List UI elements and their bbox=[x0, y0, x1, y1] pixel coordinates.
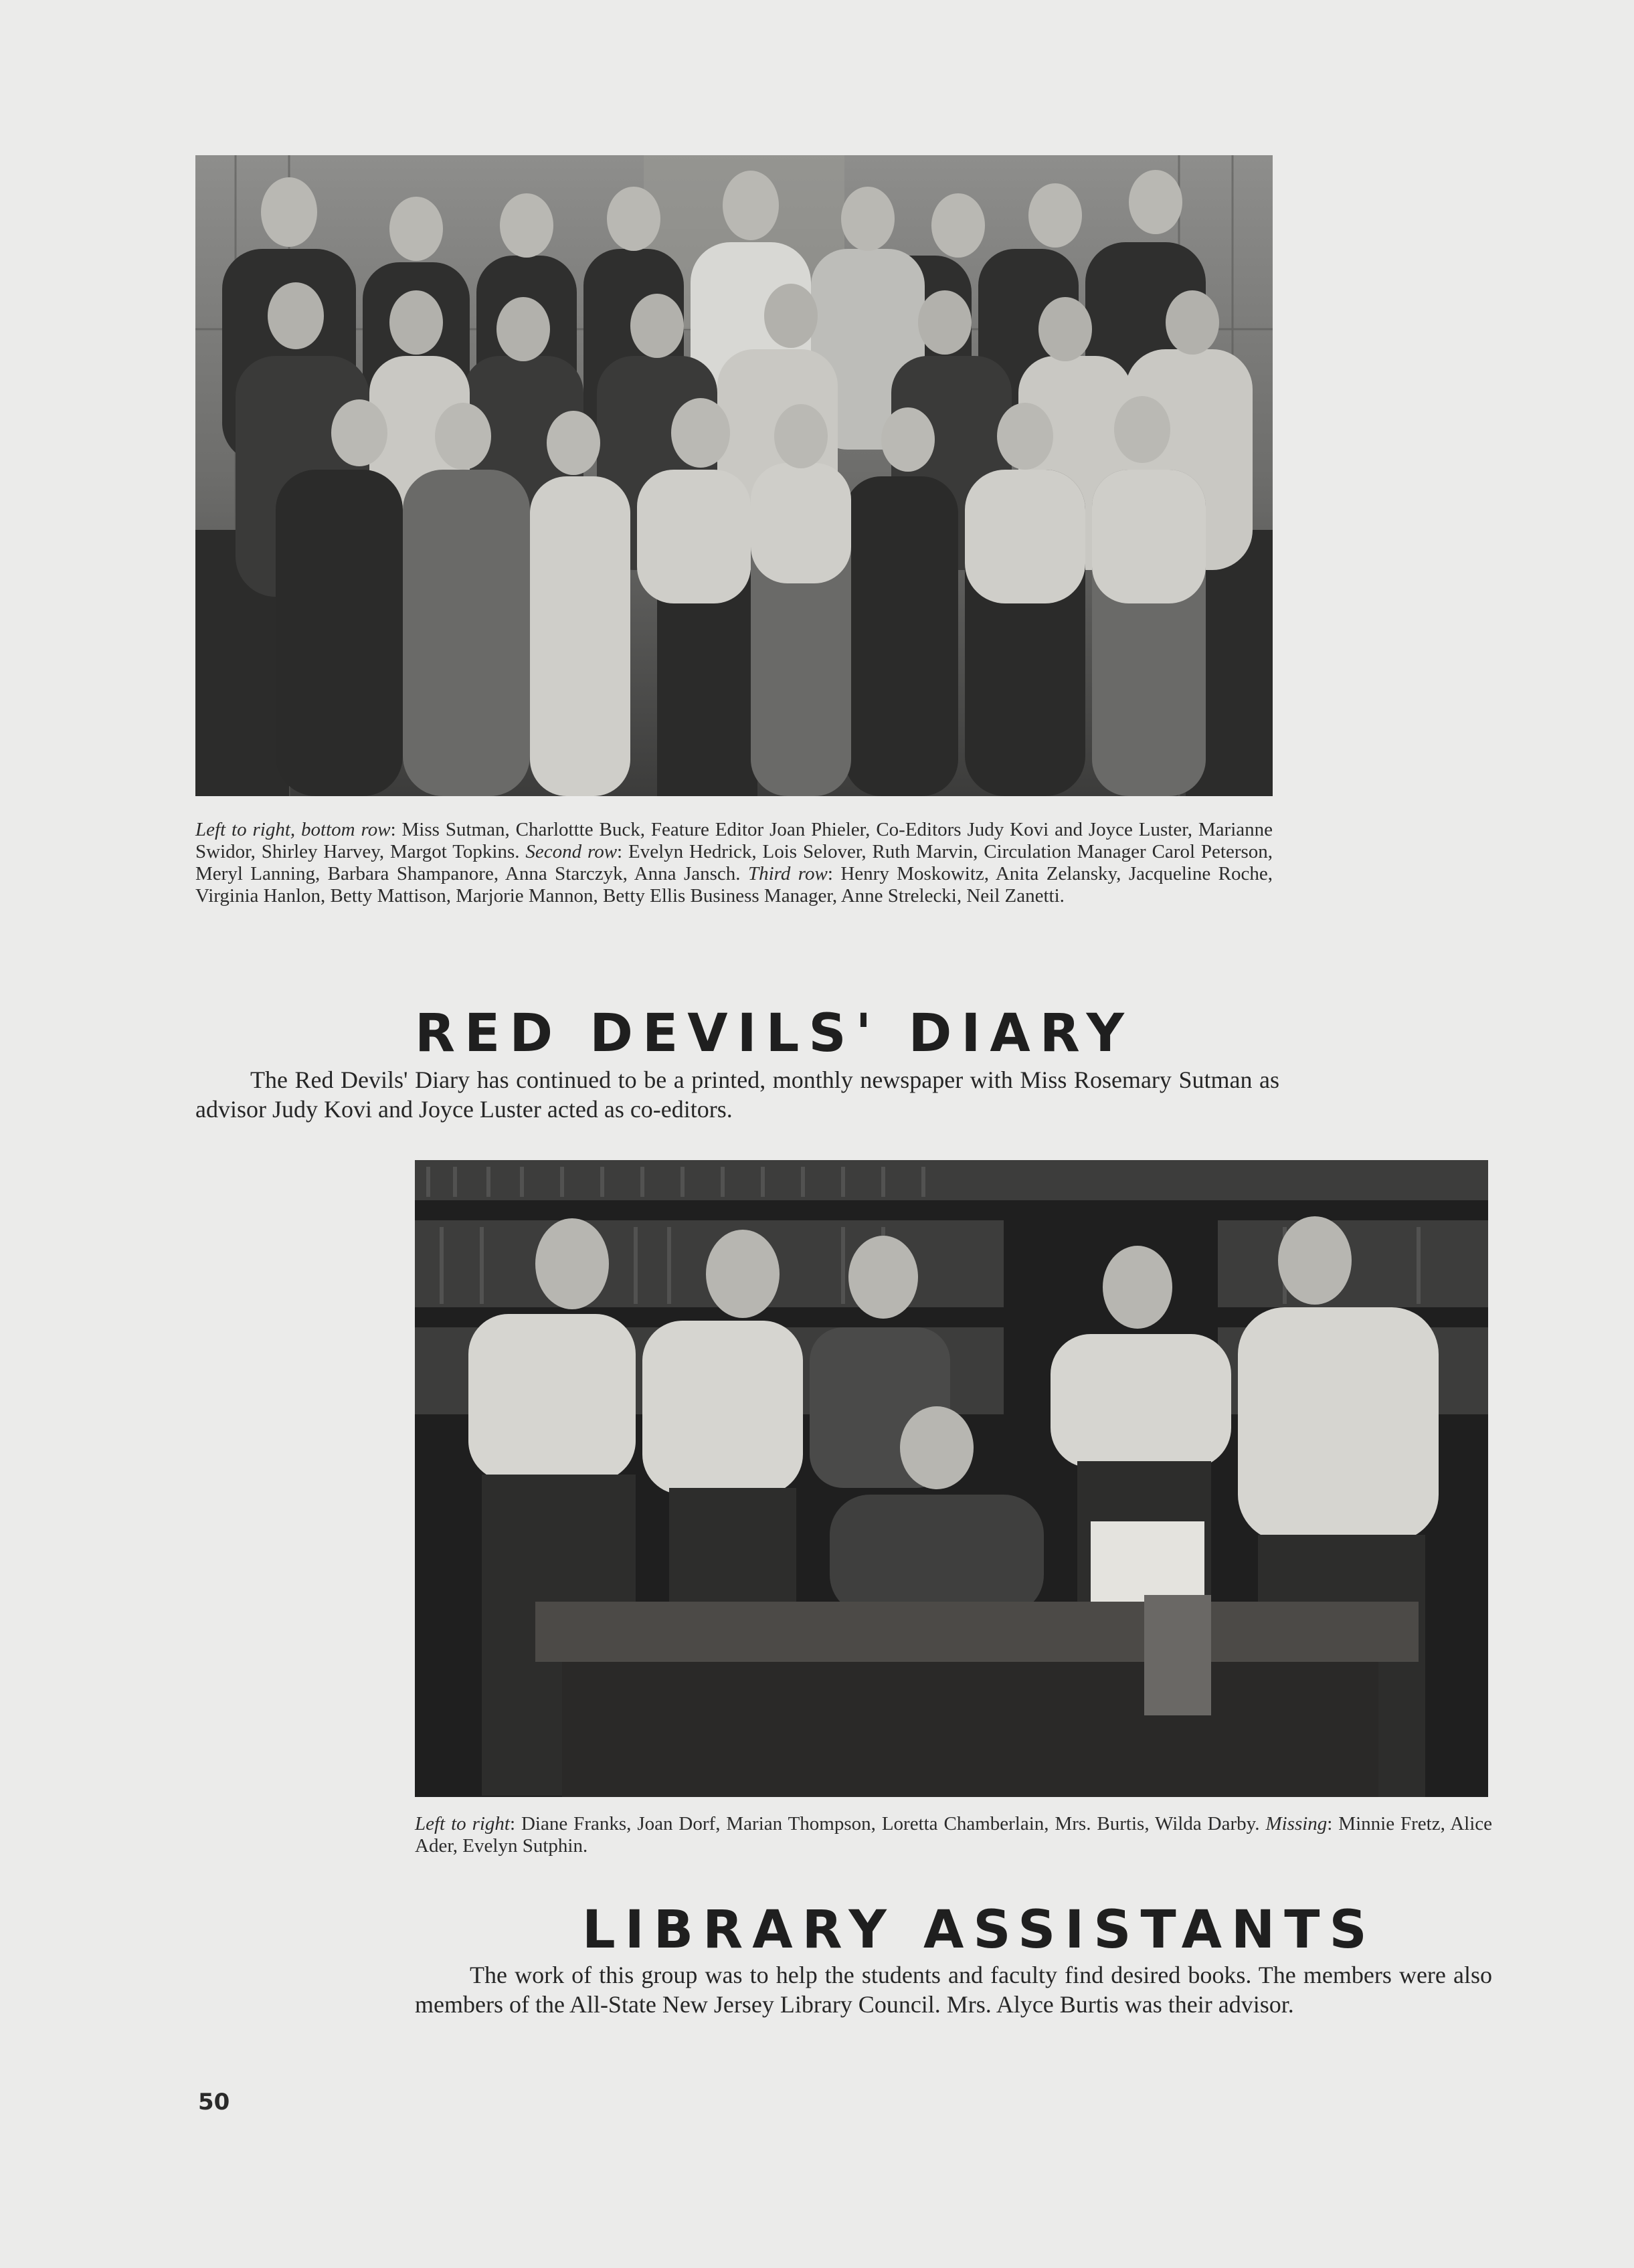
library-assistants-text: The work of this group was to help the students and faculty find desired books. The members were also members of the All-State New Jersey Library Council. Mrs. Alyce Burtis was their advisor. bbox=[415, 1962, 1492, 2018]
caption-row1-label: Left to right, bottom row bbox=[195, 819, 391, 840]
caption-row3-label: Third row bbox=[747, 863, 828, 884]
caption2-names2: : Minnie Fretz, Alice Ader, Evelyn Sutphin. bbox=[415, 1813, 1492, 1857]
caption2-label2: Missing bbox=[1265, 1813, 1328, 1834]
caption-row1-names: : Miss Sutman, Charlottte Buck, Feature Editor Joan Phieler, Co-Editors Judy Kovi and Joyce Luster, Marianne Swidor, Shirley Harvey, Margot Topkins. bbox=[195, 819, 1273, 862]
caption2-names1: : Diane Franks, Joan Dorf, Marian Thompson, Loretta Chamberlain, Mrs. Burtis, Wilda Darby. bbox=[509, 1813, 1266, 1834]
red-devils-diary-heading: RED DEVILS' DIARY bbox=[415, 1004, 1133, 1064]
group-photo-illustration bbox=[195, 155, 1273, 796]
library-assistants-body bbox=[415, 1960, 1492, 2019]
red-devils-diary-body bbox=[195, 1065, 1279, 1124]
newspaper-staff-caption bbox=[195, 819, 1273, 907]
library-assistants-caption bbox=[415, 1813, 1492, 1857]
caption-row2-label: Second row bbox=[525, 841, 618, 862]
newspaper-staff-photo bbox=[195, 155, 1273, 796]
caption-row3-names: : Henry Moskowitz, Anita Zelansky, Jacqueline Roche, Virginia Hanlon, Betty Mattison, Marjorie Mannon, Betty Ellis Business Manager, Anne Strelecki, Neil Zanetti. bbox=[195, 863, 1273, 907]
page-number: 50 bbox=[198, 2089, 230, 2115]
library-photo-illustration bbox=[415, 1160, 1488, 1797]
caption-row2-names: : Evelyn Hedrick, Lois Selover, Ruth Marvin, Circulation Manager Carol Peterson, Meryl Lanning, Barbara Shampanore, Anna Starczyk, Anna Jansch. bbox=[195, 841, 1273, 884]
red-devils-diary-text: The Red Devils' Diary has continued to be a printed, monthly newspaper with Miss Rosemary Sutman as advisor Judy Kovi and Joyce Luster acted as co-editors. bbox=[195, 1066, 1279, 1123]
library-assistants-heading: LIBRARY ASSISTANTS bbox=[582, 1900, 1376, 1960]
library-assistants-photo bbox=[415, 1160, 1488, 1797]
caption2-label1: Left to right bbox=[415, 1813, 510, 1834]
